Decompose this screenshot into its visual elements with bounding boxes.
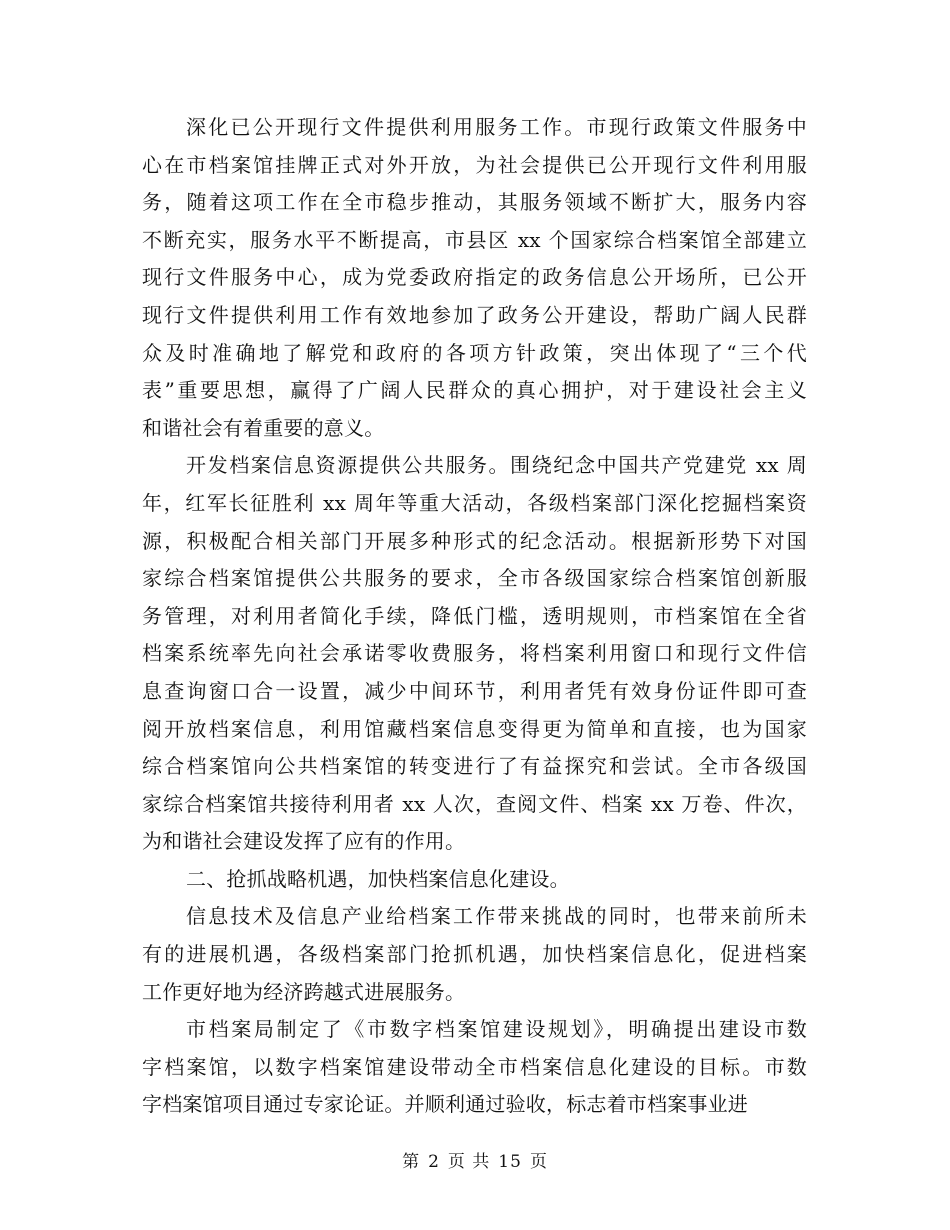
paragraph	[142, 109, 807, 447]
text-line: 开发档案信息资源提供公共服务。围绕纪念中国共产党建党 xx 周	[186, 453, 807, 478]
text-line: 现行文件提供利用工作有效地参加了政务公开建设，帮助广阔人民群	[142, 302, 807, 327]
text-line: 众及时准确地了解党和政府的各项方针政策，突出体现了“三个代	[142, 340, 807, 365]
page-footer	[0, 1150, 950, 1174]
text-line: 家综合档案馆提供公共服务的要求，全市各级国家综合档案馆创新服	[142, 566, 807, 591]
text-line: 年，红军长征胜利 xx 周年等重大活动，各级档案部门深化挖掘档案资	[142, 490, 807, 515]
text-line: 工作更好地为经济跨越式进展服务。	[142, 979, 466, 1004]
text-line: 字档案馆项目通过专家论证。并顺利通过验收，标志着市档案事业进	[142, 1092, 748, 1117]
footer-total-pages: 15	[498, 1152, 522, 1172]
text-line: 和谐社会有着重要的意义。	[142, 415, 385, 440]
paragraph	[142, 1011, 807, 1124]
text-line: 心在市档案馆挂牌正式对外开放，为社会提供已公开现行文件利用服	[142, 152, 807, 177]
text-line: 现行文件服务中心，成为党委政府指定的政务信息公开场所，已公开	[142, 265, 807, 290]
text-line: 不断充实，服务水平不断提高，市县区 xx 个国家综合档案馆全部建立	[142, 227, 807, 252]
text-line: 表”重要思想，赢得了广阔人民群众的真心拥护，对于建设社会主义	[142, 378, 807, 403]
footer-prefix: 第	[402, 1152, 421, 1172]
paragraph	[142, 447, 807, 861]
text-line: 务，随着这项工作在全市稳步推动，其服务领域不断扩大，服务内容	[142, 190, 807, 215]
text-line: 阅开放档案信息，利用馆藏档案信息变得更为简单和直接，也为国家	[142, 716, 807, 741]
text-line: 为和谐社会建设发挥了应有的作用。	[142, 829, 466, 854]
text-line: 源，积极配合相关部门开展多种形式的纪念活动。根据新形势下对国	[142, 528, 807, 553]
footer-suffix: 页	[529, 1152, 548, 1172]
paragraph	[142, 898, 807, 1011]
text-line: 市档案局制定了《市数字档案馆建设规划》，明确提出建设市数	[186, 1017, 807, 1042]
text-line: 息查询窗口合一设置，减少中间环节，利用者凭有效身份证件即可查	[142, 678, 807, 703]
text-line: 务管理，对利用者简化手续，降低门槛，透明规则，市档案馆在全省	[142, 603, 807, 628]
text-line: 有的进展机遇，各级档案部门抢抓机遇，加快档案信息化，促进档案	[142, 942, 807, 967]
text-line: 综合档案馆向公共档案馆的转变进行了有益探究和尝试。全市各级国	[142, 754, 807, 779]
text-line: 二、抢抓战略机遇，加快档案信息化建设。	[186, 866, 570, 891]
text-line: 家综合档案馆共接待利用者 xx 人次，查阅文件、档案 xx 万卷、件次，	[142, 791, 807, 816]
text-line: 档案系统率先向社会承诺零收费服务，将档案利用窗口和现行文件信	[142, 641, 807, 666]
document-body	[142, 109, 807, 1124]
footer-page-number: 2	[428, 1152, 440, 1172]
paragraph	[142, 861, 807, 899]
text-line: 深化已公开现行文件提供利用服务工作。市现行政策文件服务中	[186, 115, 807, 139]
text-line: 信息技术及信息产业给档案工作带来挑战的同时，也带来前所未	[186, 904, 807, 929]
footer-middle: 页 共	[447, 1152, 491, 1172]
text-line: 字档案馆，以数字档案馆建设带动全市档案信息化建设的目标。市数	[142, 1054, 807, 1079]
